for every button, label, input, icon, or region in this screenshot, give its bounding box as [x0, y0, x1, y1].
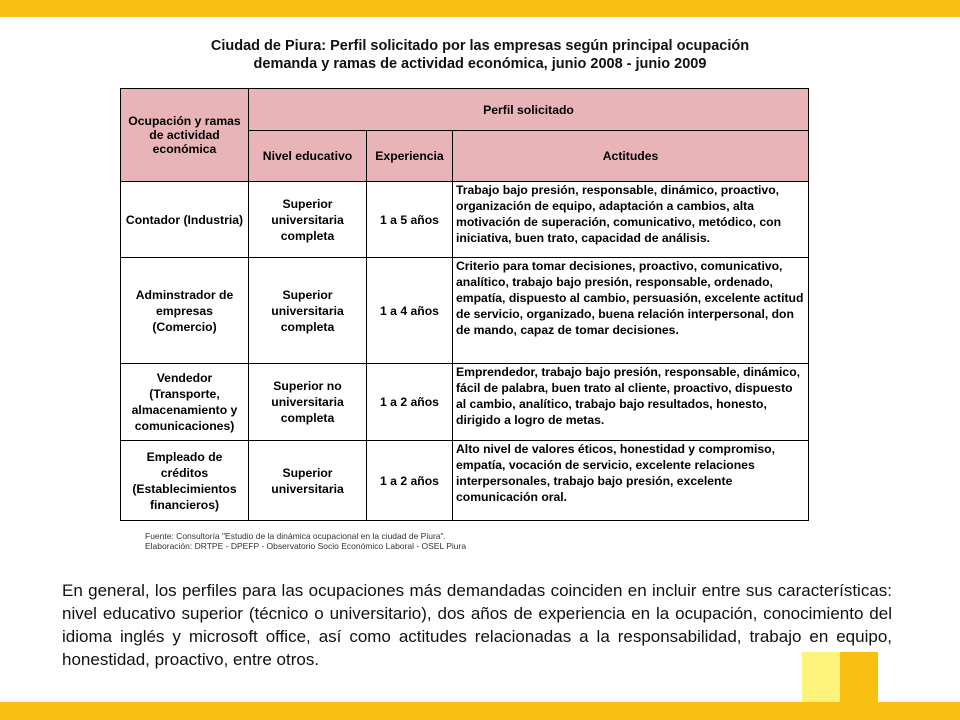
- row-attitudes: Alto nivel de valores éticos, honestidad y compromiso, empatía, vocación de servicio, excelente relaciones interpersonales, trabajo bajo presión, excelente comunicación oral.: [453, 441, 809, 521]
- decorative-square-dark: [840, 652, 878, 702]
- bottom-accent-bar: [0, 702, 960, 720]
- row-attitudes: Criterio para tomar decisiones, proactivo, comunicativo, analítico, trabajo bajo presión, responsable, ordenado, empatía, dispuesto al cambio, persuasión, excelente actitud de servicio, organizado, buena relación interpersonal, don de mando, capaz de tomar decisiones.: [453, 258, 809, 364]
- row-occupation: Adminstrador de empresas (Comercio): [121, 258, 249, 364]
- table-row: [121, 182, 809, 258]
- source-note: [145, 531, 466, 551]
- row-occupation: Vendedor (Transporte, almacenamiento y comunicaciones): [121, 364, 249, 441]
- header-profile: Perfil solicitado: [249, 89, 809, 131]
- row-occupation: Empleado de créditos (Establecimientos financieros): [121, 441, 249, 521]
- header-occupation: Ocupación y ramas de actividad económica: [121, 89, 249, 182]
- decorative-square-light: [802, 652, 840, 702]
- header-experience: Experiencia: [367, 131, 453, 182]
- row-experience: 1 a 5 años: [367, 182, 453, 258]
- row-education: Superior no universitaria completa: [249, 364, 367, 441]
- row-education: Superior universitaria completa: [249, 258, 367, 364]
- row-attitudes: Trabajo bajo presión, responsable, dinámico, proactivo, organización de equipo, adaptación a cambios, alta motivación de superación, comunicativo, metódico, con iniciativa, buen trato, capacidad de análisis.: [453, 182, 809, 258]
- summary-paragraph: En general, los perfiles para las ocupaciones más demandadas coinciden en incluir entre sus características: nivel educativo superior (técnico o universitario), dos años de experiencia en la ocupación, conocimiento del idioma inglés y microsoft office, así como actitudes relacionadas a la responsabilidad, trabajo en equipo, honestidad, proactivo, entre otros.: [62, 581, 892, 669]
- elaboration-line: Elaboración: DRTPE - DPEFP - Observatorio Socio Económico Laboral - OSEL Piura: [145, 541, 467, 551]
- row-education: Superior universitaria completa: [249, 182, 367, 258]
- title-line-2: demanda y ramas de actividad económica, junio 2008 - junio 2009: [253, 56, 707, 72]
- row-occupation: Contador (Industria): [121, 182, 249, 258]
- row-experience: 1 a 4 años: [367, 258, 453, 364]
- table-header-row: [121, 89, 809, 131]
- row-education: Superior universitaria: [249, 441, 367, 521]
- table-row: [121, 441, 809, 521]
- header-attitudes: Actitudes: [453, 131, 809, 182]
- row-experience: 1 a 2 años: [367, 364, 453, 441]
- profile-table: [120, 88, 809, 521]
- table-row: [121, 364, 809, 441]
- row-attitudes: Emprendedor, trabajo bajo presión, responsable, dinámico, fácil de palabra, buen trato al cliente, proactivo, dispuesto al cambio, analítico, trabajo bajo resultados, honesto, dirigido a logro de metas.: [453, 364, 809, 441]
- source-line: Fuente: Consultoría "Estudio de la dinámica ocupacional en la ciudad de Piura".: [145, 531, 446, 541]
- table-row: [121, 258, 809, 364]
- page-title: [120, 37, 840, 73]
- header-education: Nivel educativo: [249, 131, 367, 182]
- title-line-1: Ciudad de Piura: Perfil solicitado por las empresas según principal ocupación: [210, 38, 750, 54]
- row-experience: 1 a 2 años: [367, 441, 453, 521]
- top-accent-bar: [0, 0, 960, 17]
